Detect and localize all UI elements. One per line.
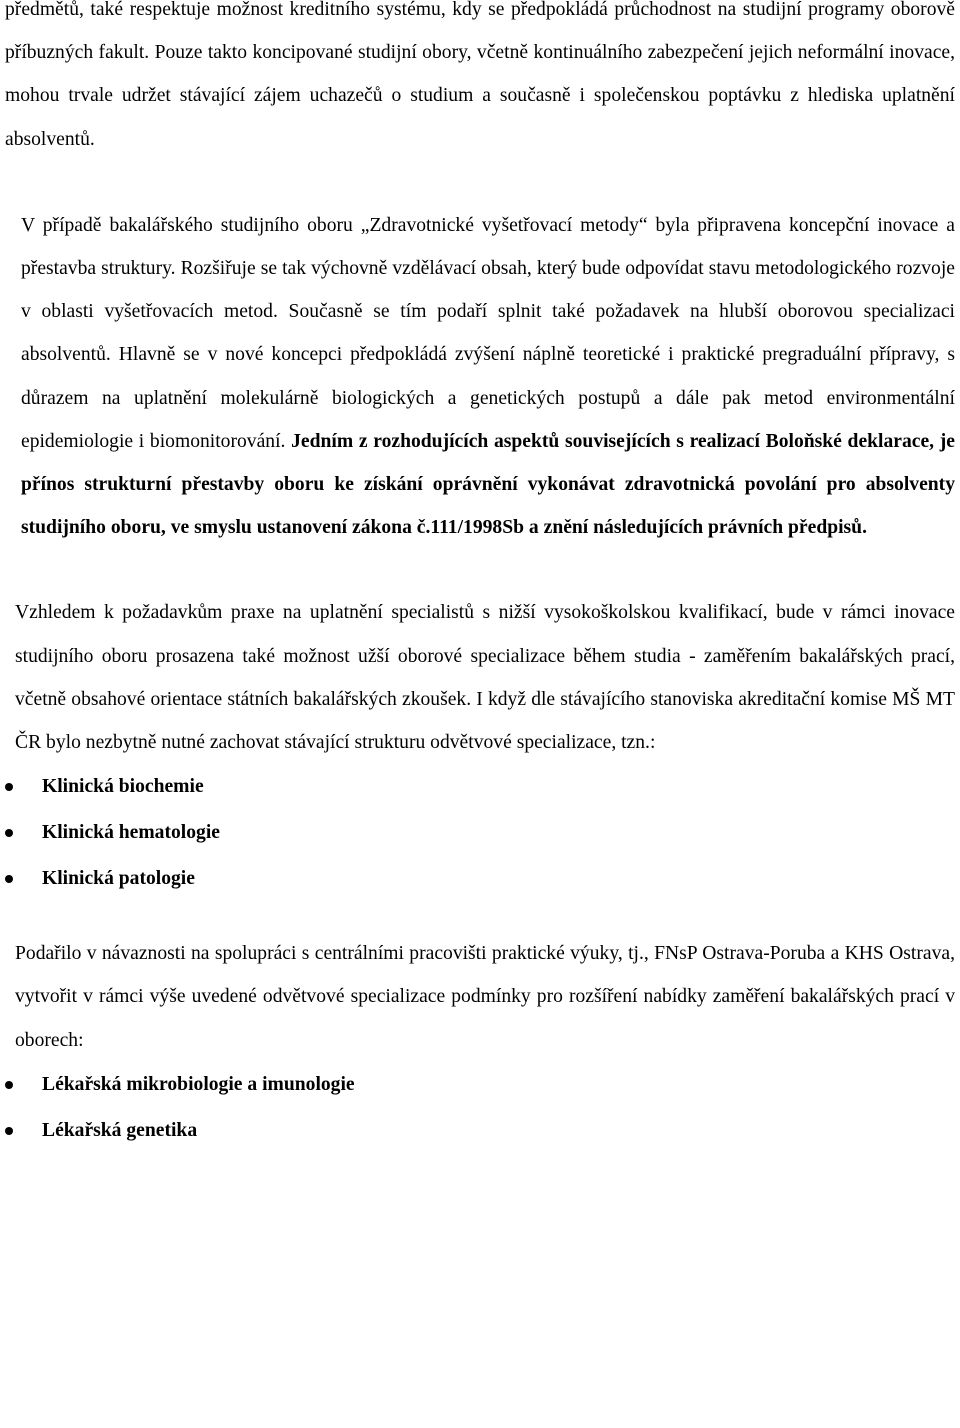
- list-item-label: Klinická biochemie: [42, 776, 204, 798]
- list-item: [5, 856, 955, 902]
- list-item: [5, 1062, 955, 1108]
- document-page: [5, 0, 955, 1154]
- bullet-icon: [5, 1127, 13, 1135]
- paragraph-program-innovation: [5, 204, 955, 550]
- bullet-icon: [5, 875, 13, 883]
- paragraph-program-innovation-regular: V případě bakalářského studijního oboru „Zdravotnické vyšetřovací metody“ byla připravena koncepční inovace a přestavba struktury. Rozšiřuje se tak výchovně vzdělávací obsah, který bude odpovídat stavu metodologického rozvoje v oblasti vyšetřovacích metod. Současně se tím podaří splnit také požadavek na hlubší oborovou specializaci absolventů. Hlavně se v nové koncepci předpokládá zvýšení náplně teoretické i praktické pregraduální přípravy, s důrazem na uplatnění molekulárně biologických a genetických postupů a dále pak metod environmentální epidemiologie i biomonitorování.: [21, 214, 955, 452]
- list-item-label: Lékařská mikrobiologie a imunologie: [42, 1073, 355, 1095]
- list-item-label: Lékařská genetika: [42, 1119, 198, 1141]
- list-item-label: Klinická hematologie: [42, 822, 220, 844]
- bullet-icon: [5, 783, 13, 791]
- list-item-label: Klinická patologie: [42, 868, 195, 890]
- list-item: [5, 810, 955, 856]
- bullet-icon: [5, 829, 13, 837]
- thesis-fields-list: [5, 1062, 955, 1154]
- list-item: [5, 764, 955, 810]
- specialization-list: [5, 764, 955, 902]
- paragraph-program-innovation-bold: Jedním z rozhodujících aspektů souvisejících s realizací Boloňské deklarace, je přínos strukturní přestavby oboru ke získání oprávnění vykonávat zdravotnická povolání pro absolventy studijního oboru, ve smyslu ustanovení zákona č.111/1998Sb a znění následujících právních předpisů.: [21, 430, 955, 539]
- paragraph-specialization: Vzhledem k požadavkům praxe na uplatnění specialistů s nižší vysokoškolskou kvalifikací, bude v rámci inovace studijního oboru prosazena také možnost užší oborové specializace během studia - zaměřením bakalářských prací, včetně obsahové orientace státních bakalářských zkoušek. I když dle stávajícího stanoviska akreditační komise MŠ MT ČR bylo nezbytně nutné zachovat stávající strukturu odvětvové specializace, tzn.:: [15, 602, 955, 754]
- paragraph-credit-system: předmětů, také respektuje možnost kreditního systému, kdy se předpokládá průchodnost na studijní programy oborově příbuzných fakult. Pouze takto koncipované studijní obory, včetně kontinuálního zabezpečení jejich neformální inovace, mohou trvale udržet stávající zájem uchazečů o studium a současně i společenskou poptávku z hlediska uplatnění absolventů.: [5, 0, 955, 150]
- list-item: [5, 1108, 955, 1154]
- bullet-icon: [5, 1081, 13, 1089]
- paragraph-cooperation: Podařilo v návaznosti na spolupráci s centrálními pracovišti praktické výuky, tj., FNsP Ostrava-Poruba a KHS Ostrava, vytvořit v rámci výše uvedené odvětvové specializace podmínky pro rozšíření nabídky zaměření bakalářských prací v oborech:: [15, 943, 955, 1051]
